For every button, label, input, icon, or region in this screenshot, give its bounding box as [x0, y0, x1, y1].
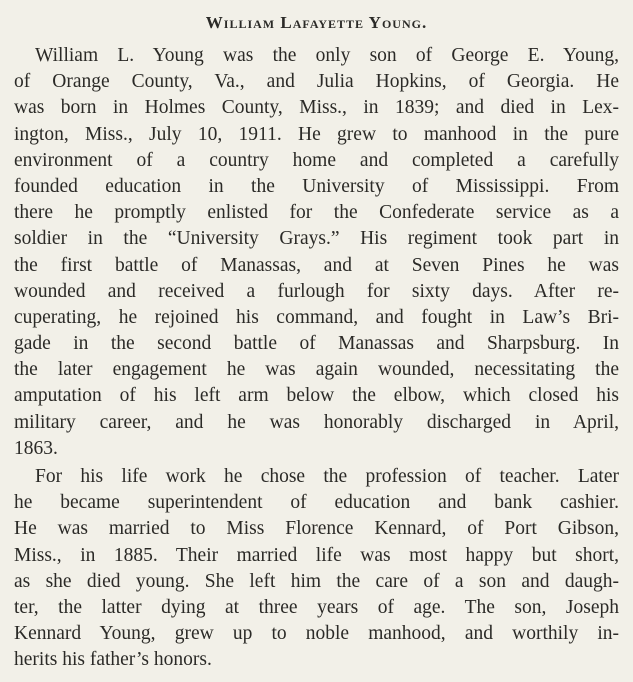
- text-line: amputation of his left arm below the elbow, which closed his: [14, 385, 619, 407]
- text-line: ington, Miss., July 10, 1911. He grew to manhood in the pure: [14, 123, 619, 145]
- text-line: soldier in the “University Grays.” His regiment took part in: [14, 228, 619, 250]
- text-line: Miss., in 1885. Their married life was most happy but short,: [14, 544, 619, 566]
- text-line: cuperating, he rejoined his command, and fought in Law’s Bri-: [14, 306, 619, 328]
- text-line: he became superintendent of education and bank cashier.: [14, 492, 619, 514]
- text-line: wounded and received a furlough for sixty days. After re-: [14, 280, 619, 302]
- text-line: was born in Holmes County, Miss., in 1839; and died in Lex-: [14, 97, 619, 119]
- text-line: as she died young. She left him the care of a son and daugh-: [14, 570, 619, 592]
- text-line: environment of a country home and completed a carefully: [14, 149, 619, 171]
- text-line: William L. Young was the only son of George E. Young,: [35, 45, 619, 66]
- text-line: founded education in the University of Mississippi. From: [14, 175, 619, 197]
- text-line: For his life work he chose the profession of teacher. Later: [35, 466, 619, 487]
- paragraph-2: [14, 464, 619, 674]
- text-line: military career, and he was honorably discharged in April,: [14, 411, 619, 433]
- text-line: herits his father’s honors.: [14, 649, 212, 671]
- page-title: William Lafayette Young.: [205, 13, 428, 32]
- text-line: of Orange County, Va., and Julia Hopkins, of Georgia. He: [14, 71, 619, 93]
- paragraph-1: [14, 43, 619, 462]
- text-line: ter, the latter dying at three years of age. The son, Joseph: [14, 596, 619, 618]
- text-line: Kennard Young, grew up to noble manhood, and worthily in-: [14, 623, 619, 645]
- text-line: 1863.: [14, 437, 58, 459]
- text-line: the first battle of Manassas, and at Seven Pines he was: [14, 254, 619, 276]
- text-line: He was married to Miss Florence Kennard, of Port Gibson,: [14, 518, 619, 540]
- text-line: the later engagement he was again wounded, necessitating the: [14, 359, 619, 381]
- text-line: there he promptly enlisted for the Confederate service as a: [14, 202, 619, 224]
- text-line: gade in the second battle of Manassas and Sharpsburg. In: [14, 333, 619, 355]
